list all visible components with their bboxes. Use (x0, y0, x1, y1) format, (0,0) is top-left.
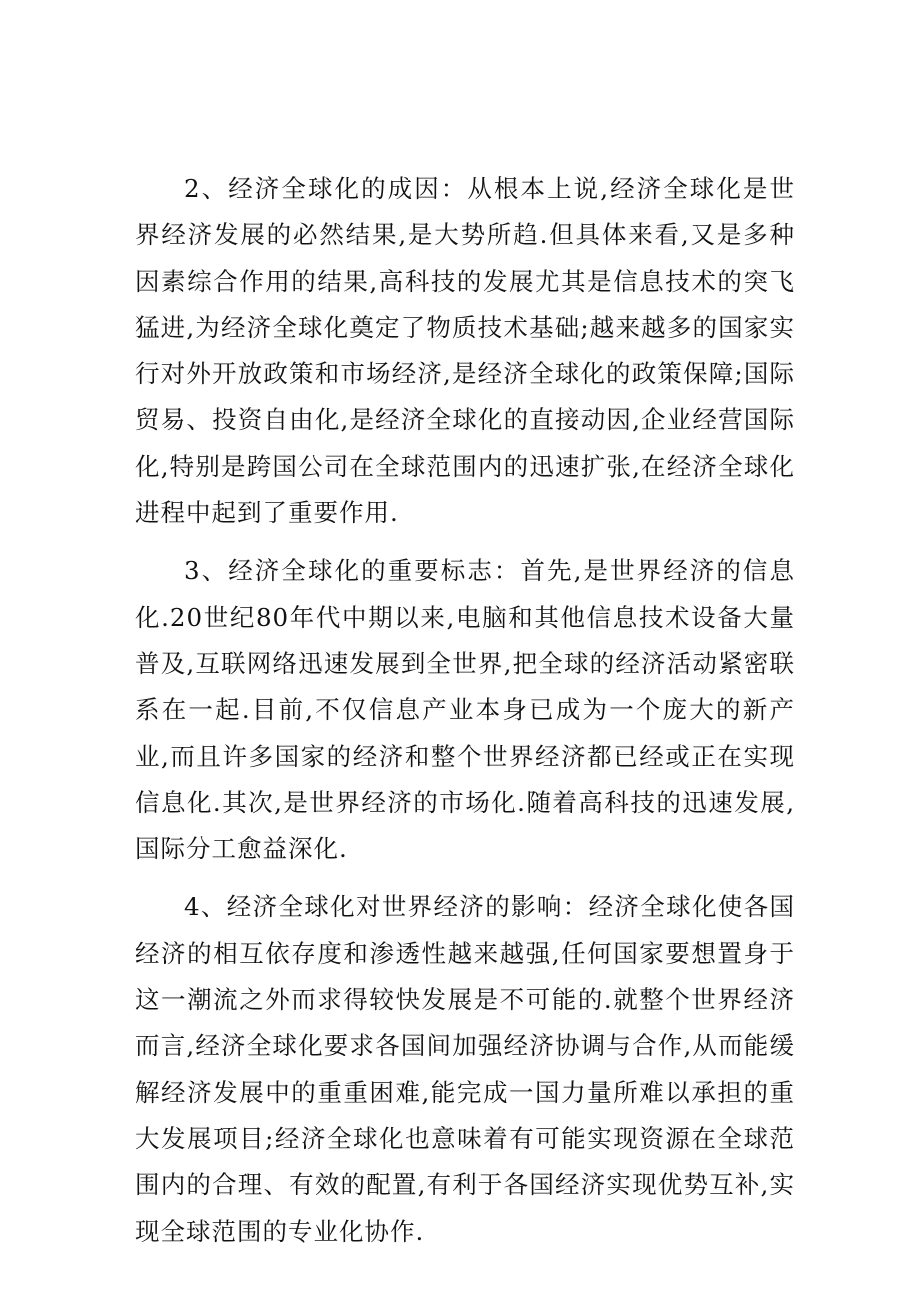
paragraph-impact: 4、经济全球化对世界经济的影响：经济全球化使各国经济的相互依存度和渗透性越来越强,任何国家要想置身于这一潮流之外而求得较快发展是不可能的.就整个世界经济而言,经济全球化要求各国间加强经济协调与合作,从而能缓解经济发展中的重重困难,能完成一国力量所难以承担的重大发展项目;经济全球化也意味着有可能实现资源在全球范围内的合理、有效的配置,有利于各国经济实现优势互补,实现全球范围的专业化协作. (135, 892, 795, 1246)
paragraph-signs: 3、经济全球化的重要标志：首先,是世界经济的信息化.20世纪80年代中期以来,电脑和其他信息技术设备大量普及,互联网络迅速发展到全世界,把全球的经济活动紧密联系在一起.目前,不仅信息产业本身已成为一个庞大的新产业,而且许多国家的经济和整个世界经济都已经或正在实现信息化.其次,是世界经济的市场化.随着高科技的迅速发展,国际分工愈益深化. (135, 556, 795, 864)
paragraph-causes: 2、经济全球化的成因：从根本上说,经济全球化是世界经济发展的必然结果,是大势所趋.但具体来看,又是多种因素综合作用的结果,高科技的发展尤其是信息技术的突飞猛进,为经济全球化奠定了物质技术基础;越来越多的国家实行对外开放政策和市场经济,是经济全球化的政策保障;国际贸易、投资自由化,是经济全球化的直接动因,企业经营国际化,特别是跨国公司在全球范围内的迅速扩张,在经济全球化进程中起到了重要作用. (135, 174, 795, 528)
document-body (135, 166, 795, 1267)
